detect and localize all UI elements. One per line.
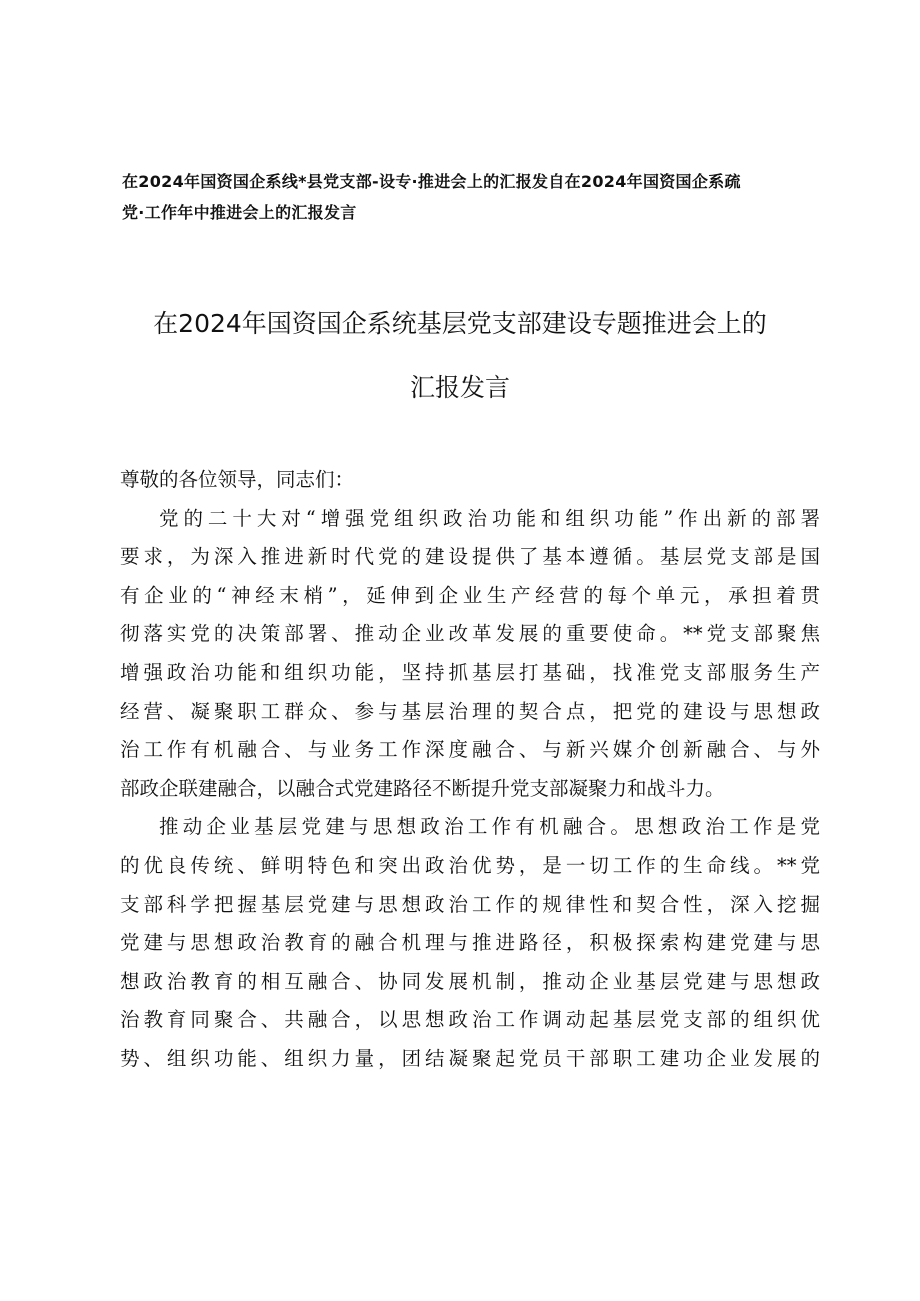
paragraph-line: 党的二十大对“增强党组织政治功能和组织功能”作出新的部署	[159, 506, 820, 530]
paragraph-line: 增强政治功能和组织功能，坚持抓基层打基础，找准党支部服务生产	[120, 660, 820, 684]
document-body	[120, 461, 820, 1079]
title-line: 汇报发言	[409, 373, 510, 402]
header-line: 党·工作年中推进会上的汇报发言	[122, 203, 357, 222]
paragraph-1	[120, 500, 820, 809]
paragraph-line: 想政治教育的相互融合、协同发展机制，推动企业基层党建与思想政	[120, 969, 820, 993]
paragraph-line: 要求，为深入推进新时代党的建设提供了基本遵循。基层党支部是国	[120, 545, 820, 569]
paragraph-line: 治工作有机融合、与业务工作深度融合、与新兴媒介创新融合、与外	[120, 738, 820, 762]
document-header-title	[122, 166, 812, 228]
document-main-title	[100, 292, 820, 420]
title-line: 在2024年国资国企系统基层党支部建设专题推进会上的	[153, 309, 767, 338]
paragraph-line: 势、组织功能、组织力量，团结凝聚起党员干部职工建功企业发展的	[120, 1046, 820, 1070]
header-line: 在2024年国资国企系线*县党支部-设专·推进会上的汇报发自在2024年国资国企系疏	[122, 172, 741, 191]
paragraph-line: 部政企联建融合，以融合式党建路径不断提升党支部凝聚力和战斗力。	[120, 776, 725, 800]
paragraph-line: 支部科学把握基层党建与思想政治工作的规律性和契合性，深入挖掘	[120, 892, 820, 916]
paragraph-line: 治教育同聚合、共融合，以思想政治工作调动起基层党支部的组织优	[120, 1008, 820, 1032]
paragraph-line: 推动企业基层党建与思想政治工作有机融合。思想政治工作是党	[159, 815, 820, 839]
paragraph-line: 彻落实党的决策部署、推动企业改革发展的重要使命。**党支部聚焦	[120, 622, 820, 646]
paragraph-line: 的优良传统、鲜明特色和突出政治优势，是一切工作的生命线。**党	[120, 853, 820, 877]
paragraph-line: 经营、凝聚职工群众、参与基层治理的契合点，把党的建设与思想政	[120, 699, 820, 723]
paragraph-line: 有企业的“神经末梢”，延伸到企业生产经营的每个单元，承担着贯	[120, 583, 820, 607]
paragraph-line: 党建与思想政治教育的融合机理与推进路径，积极探索构建党建与思	[120, 931, 820, 955]
salutation: 尊敬的各位领导，同志们：	[120, 468, 355, 491]
paragraph-2	[120, 808, 820, 1078]
